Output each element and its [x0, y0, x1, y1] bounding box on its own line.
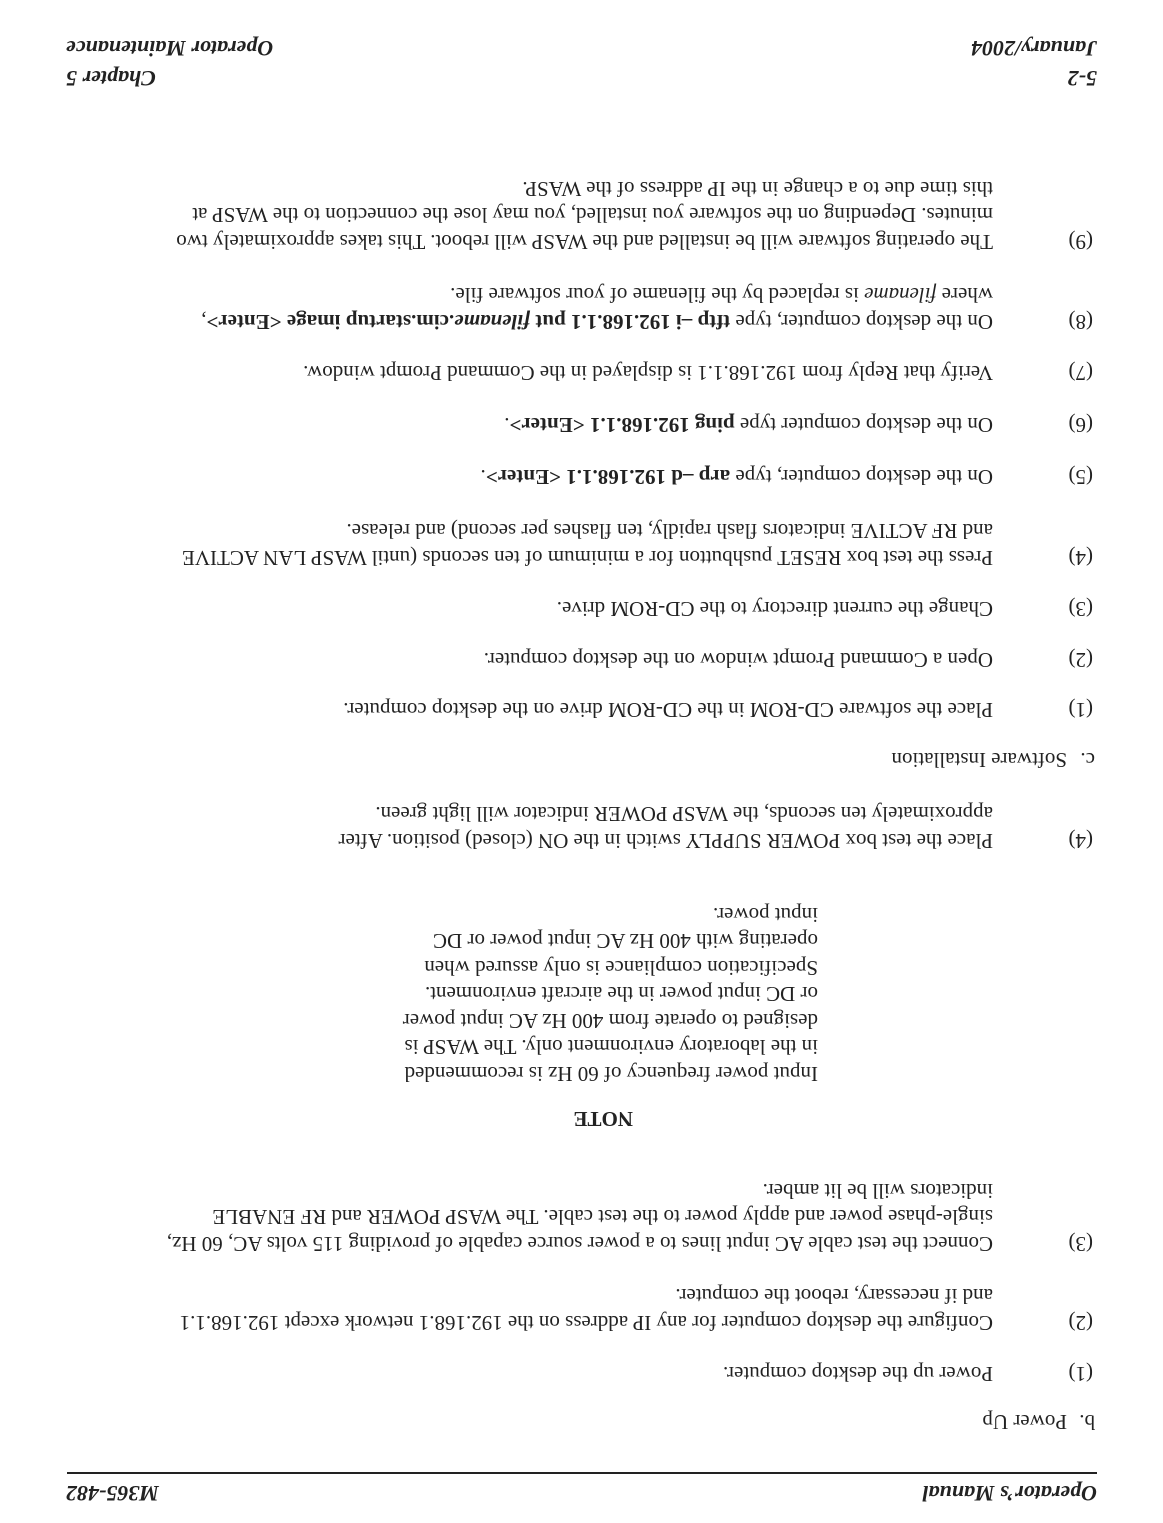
step-b1-number: (1)	[1068, 1362, 1093, 1386]
step-b3-number: (3)	[1068, 1232, 1093, 1256]
section-b-title: Power Up	[982, 1410, 1067, 1434]
step-c8-command-filename: filename	[454, 310, 531, 334]
step-c4-number: (4)	[1068, 546, 1093, 570]
step-c6-text	[153, 412, 993, 439]
step-c5-pre: On the desktop computer, type	[730, 465, 993, 489]
step-c2-text: Open a Command Prompt window on the desktop computer.	[483, 648, 993, 672]
step-c9-number: (9)	[1068, 230, 1093, 254]
step-c3-number: (3)	[1068, 597, 1093, 621]
step-c1-text: Place the software CD-ROM in the CD-ROM drive on the desktop computer.	[343, 698, 993, 722]
step-c8-mid: , where	[201, 283, 993, 334]
section-b-label: b.	[1079, 1410, 1095, 1434]
step-c8-text	[173, 282, 993, 335]
step-c7-number: (7)	[1068, 361, 1093, 385]
step-c6-pre: On the desktop computer type	[734, 413, 993, 437]
footer-page-number: 5-2	[1067, 66, 1097, 91]
step-c5-command: arp –d 192.168.1.1 <Enter>	[485, 465, 731, 489]
step-c5-text	[153, 464, 993, 491]
step-c5-post: .	[480, 465, 486, 489]
step-b1-text: Power up the desktop computer.	[722, 1362, 993, 1386]
step-b2-text: Configure the desktop computer for any IP address on the 192.168.1 network except 192.168.1.1 and if necessary, reboot the computer.	[179, 1284, 993, 1335]
step-c8-number: (8)	[1068, 310, 1093, 334]
step-c6-number: (6)	[1068, 413, 1093, 437]
step-c8-filename: filename	[864, 283, 937, 308]
step-c7-text: Verify that Reply from 192.168.1.1 is displayed in the Command Prompt window.	[303, 361, 993, 385]
step-c2-number: (2)	[1068, 648, 1093, 672]
step-c6-command: ping 192.168.1.1 <Enter>	[509, 413, 735, 437]
footer-chapter-title: Operator Maintenance	[66, 36, 274, 61]
step-c1-number: (1)	[1068, 698, 1093, 722]
step-c8-command-part1: tftp –i 192.168.1.1 put	[530, 310, 731, 334]
header-left: Operator’s Manual	[922, 1481, 1097, 1506]
step-c6-post: .	[504, 413, 510, 437]
step-c4-text: Press the test box RESET pushbutton for a minimum of ten seconds (until WASP LAN ACTIVE and RF ACTIVE indicators flash rapidly, ten flashes per second) and release.	[182, 519, 993, 570]
step-c8-post: is replaced by the filename of your software file.	[450, 283, 865, 308]
step-c8-command-part2: .cim.startup image <Enter>	[206, 310, 455, 334]
step-c5-number: (5)	[1068, 465, 1093, 489]
step-b3-text: Connect the test cable AC input lines to a power source capable of providing 115 volts AC, 60 Hz, single-phase power and apply power to the test cable. The WASP POWER and RF ENABLE indicators will be lit amber.	[166, 1179, 993, 1256]
step-b4-text: Place the test box POWER SUPPLY switch in the ON (closed) position. After approximately ten seconds, the WASP POWER indicator will light green.	[338, 802, 993, 853]
step-c3-text: Change the current directory to the CD-ROM drive.	[556, 597, 993, 621]
footer-chapter: Chapter 5	[66, 66, 156, 91]
footer-date: January/2004	[971, 36, 1097, 61]
section-c-title: Software Installation	[891, 748, 1067, 772]
step-c8-pre: On the desktop computer, type	[730, 310, 993, 334]
step-c9-text: The operating software will be installed and the WASP will reboot. This takes approximately two minutes. Depending on the software you installed, you may lose the connection to the WASP at this time due to a change in the IP address of the WASP.	[176, 177, 993, 254]
header-right: M365-482	[66, 1481, 159, 1506]
header-rule	[67, 1472, 1097, 1474]
section-c-label: c.	[1080, 748, 1095, 772]
step-b4-number: (4)	[1068, 829, 1093, 853]
note-title: NOTE	[573, 1107, 633, 1131]
note-text: Input power frequency of 60 Hz is recommended in the laboratory environment only. The WASP is designed to operate from 400 Hz AC input power or DC input power in the aircraft environment. Specification compliance is only assured when operating with 400 Hz AC input power or DC input power.	[402, 903, 818, 1086]
step-b2-number: (2)	[1068, 1311, 1093, 1335]
